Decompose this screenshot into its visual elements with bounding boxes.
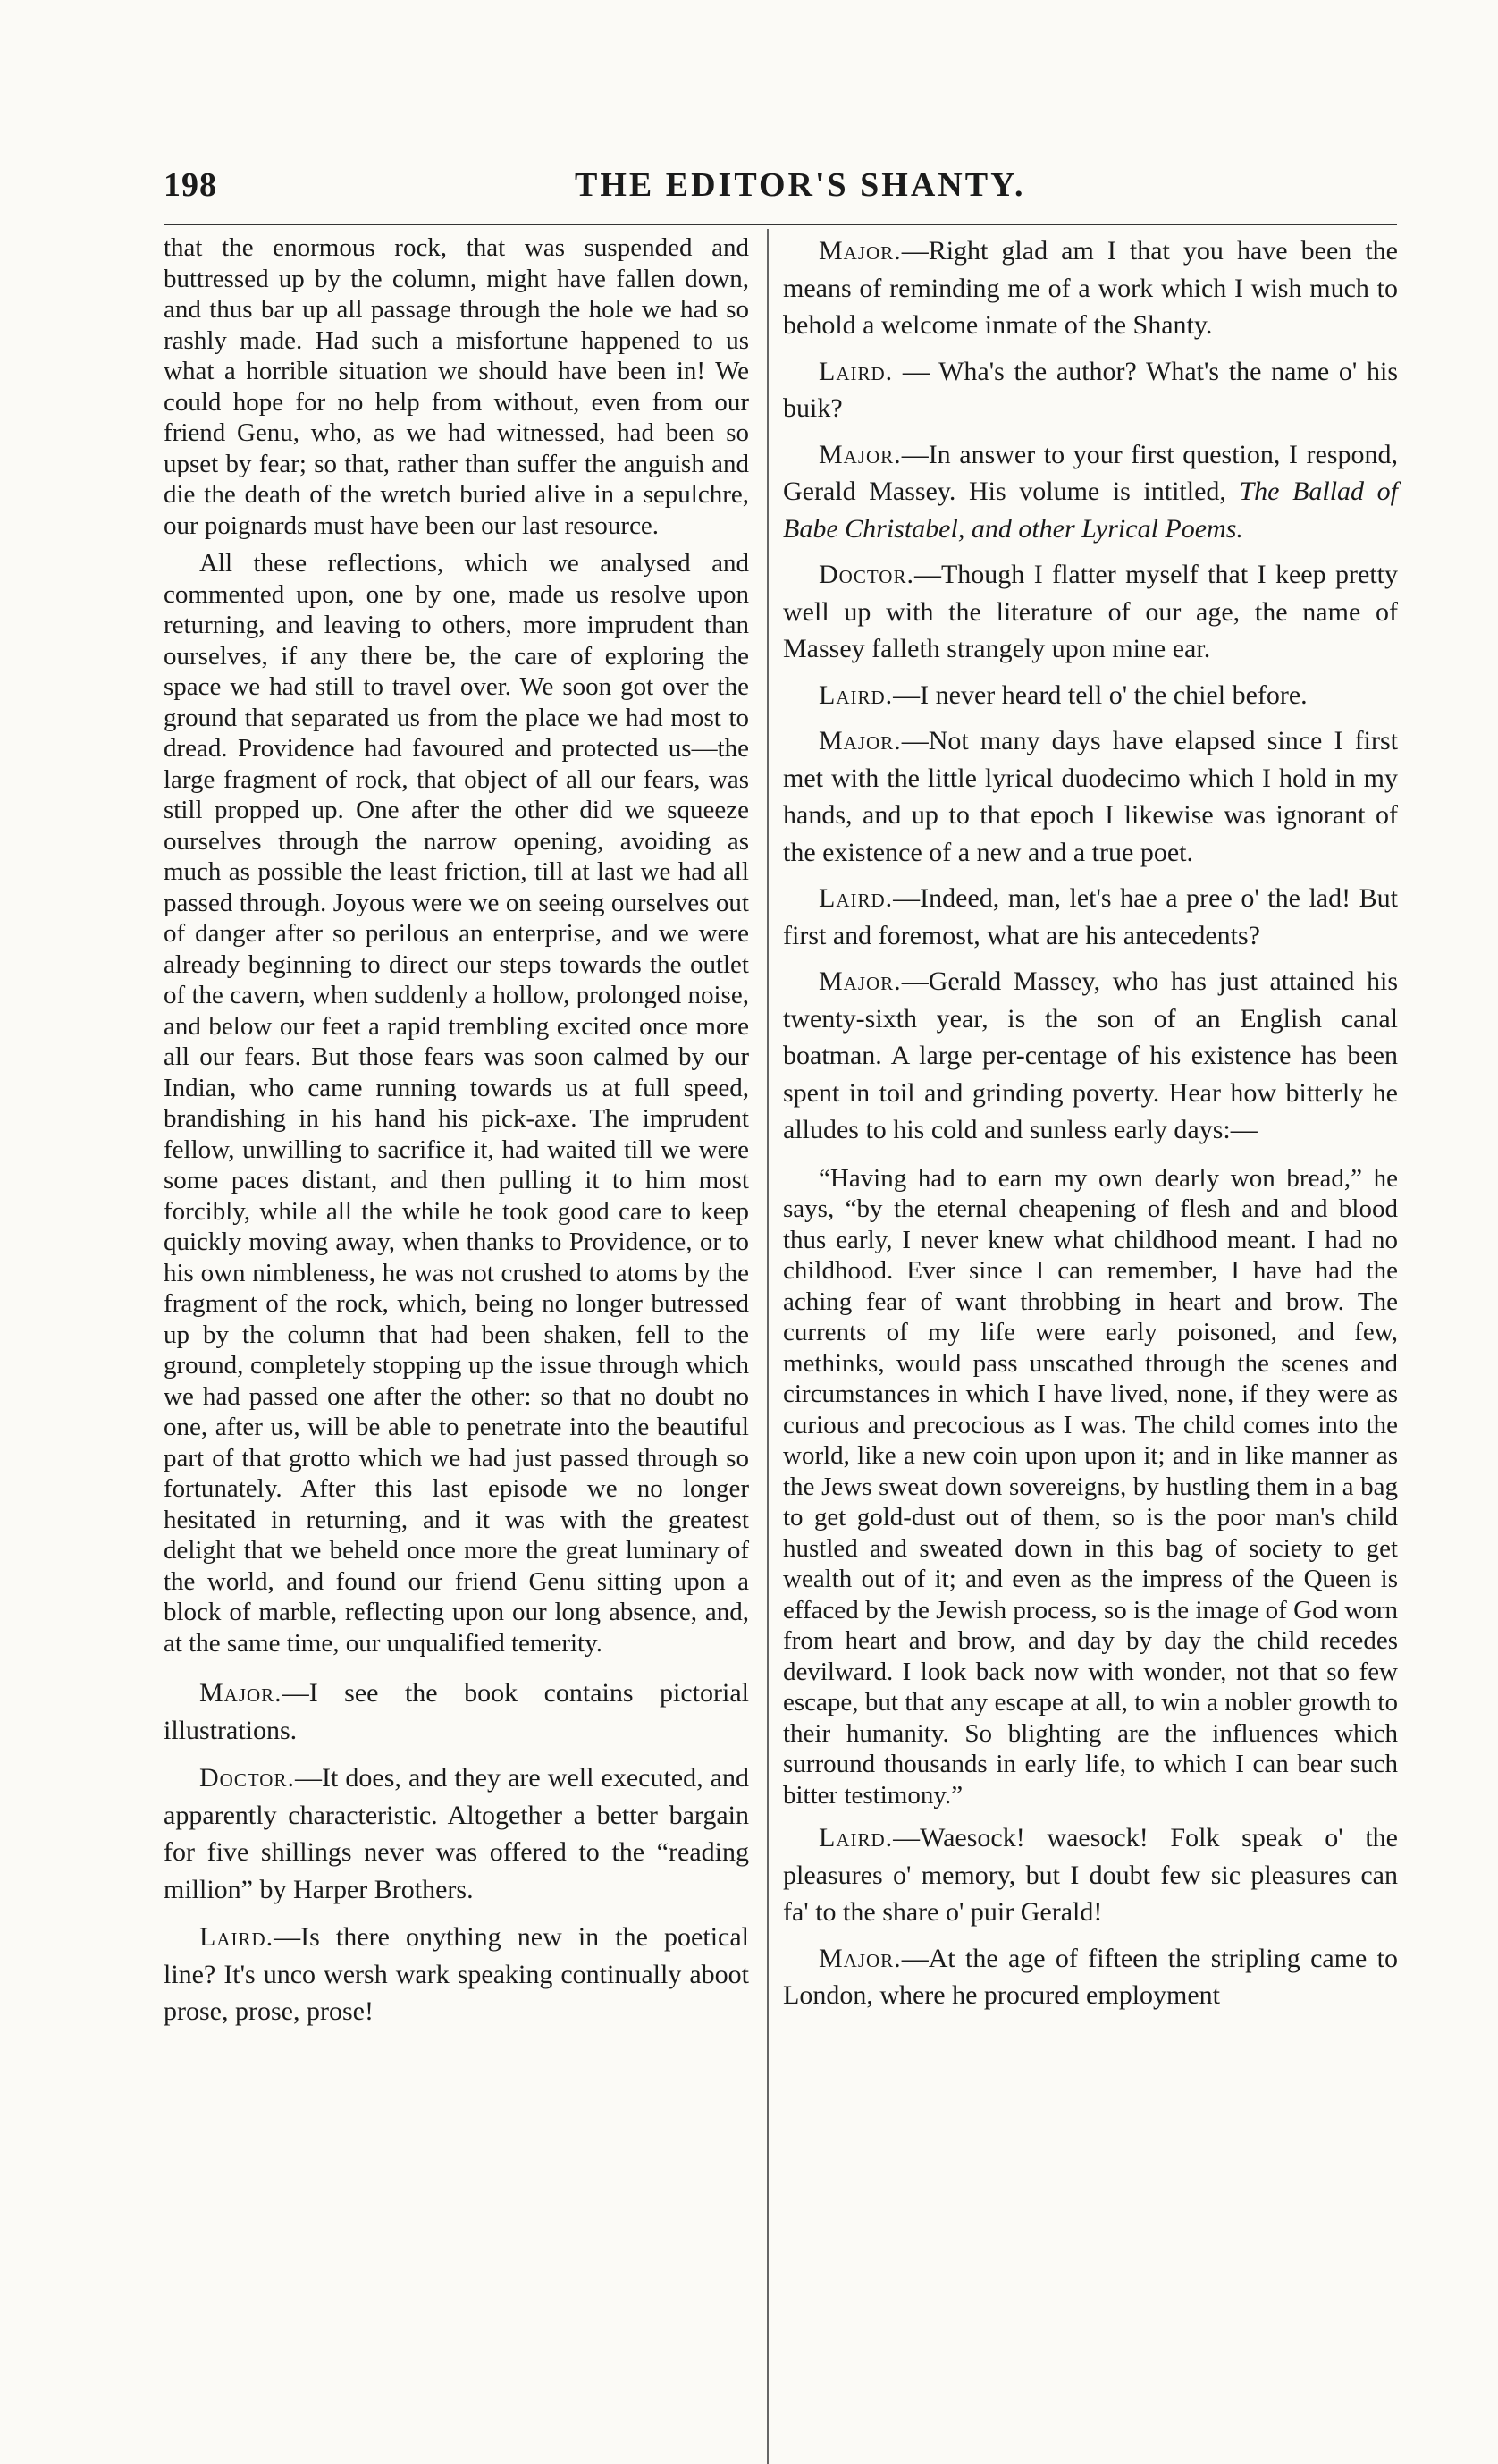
speech-text: —I see the book contains pictorial illustrations.	[164, 1678, 749, 1745]
dialogue-paragraph	[164, 1675, 749, 1749]
page-number: 198	[164, 166, 217, 204]
speaker-name: Laird.	[819, 883, 894, 913]
dialogue-paragraph	[783, 880, 1398, 954]
dialogue-paragraph	[783, 436, 1398, 548]
speech-text: —I never heard tell o' the chiel before.	[893, 679, 1308, 710]
speaker-name: Major.	[819, 1943, 902, 1973]
dialogue-paragraph	[783, 1940, 1398, 2014]
block-quote: “Having had to earn my own dearly won bread,” he says, “by the eternal cheapening of flesh and and blood thus early, I never knew what childhood meant. I had no childhood. Ever since I can remember, I have had the aching fear of want throbbing in heart and brow. The currents of my life were early poisoned, and few, methinks, would pass unscathed through the scenes and circumstances in which I have lived, none, if they were as curious and precocious as I was. The child comes into the world, like a new coin upon upon it; and in like manner as the Jews sweat down sovereigns, by hustling them in a bag to get gold-dust out of them, so is the poor man's child hustled and sweated down in this bag of society to get wealth out of it; and even as the impress of the Queen is effaced by the Jewish process, so is the image of God worn from heart and brow, and day by day the child recedes devilward. I look back now with wonder, not that so few escape, but that any escape at all, to win a nobler growth to their humanity. So blighting are the influences which surround thousands in early life, to which I can bear such bitter testimony.”	[783, 1163, 1398, 1810]
speech-text: —In answer to your first question, I respond, Gerald Massey. His volume is intitled,	[783, 439, 1398, 506]
paragraph: that the enormous rock, that was suspended and buttressed up by the column, might have fallen down, and thus bar up all passage through the hole we had so rashly made. Had such a misfortune happened to us what a horrible situation we should have been in! We could hope for no help from without, even from our friend Genu, who, as we had witnessed, had been so upset by fear; so that, rather than suffer the anguish and die the death of the wretch buried alive in a sepulchre, our poignards must have been our last resource.	[164, 233, 749, 540]
speech-text: — Wha's the author? What's the name o' his buik?	[783, 356, 1398, 423]
speaker-name: Major.	[819, 236, 902, 266]
dialogue-paragraph	[783, 677, 1398, 714]
speech-text: —It does, and they are well executed, and apparently characteristic. Altogether a better bargain for five shillings never was offered to the “reading million” by Harper Brothers.	[164, 1763, 749, 1904]
speech-text: —Indeed, man, let's hae a pree o' the lad! But first and foremost, what are his antecedents?	[783, 883, 1398, 950]
speech-text: —Right glad am I that you have been the means of reminding me of a work which I wish much to behold a welcome inmate of the Shanty.	[783, 236, 1398, 340]
page-header	[164, 165, 1397, 219]
speech-text: —At the age of fifteen the stripling came to London, where he procured employment	[783, 1943, 1398, 2010]
speech-text: —Waesock! waesock! Folk speak o' the pleasures o' memory, but I doubt few sic pleasures can fa' to the share o' puir Gerald!	[783, 1823, 1398, 1927]
speaker-name: Laird.	[819, 1823, 894, 1852]
speaker-name: Major.	[819, 726, 902, 755]
dialogue-paragraph	[783, 353, 1398, 427]
speaker-name: Major.	[819, 966, 902, 996]
speaker-name: Doctor.	[199, 1763, 295, 1793]
speaker-name: Doctor.	[819, 560, 914, 589]
speaker-name: Laird.	[819, 679, 894, 710]
dialogue-paragraph	[783, 1819, 1398, 1931]
speech-text: —Though I flatter myself that I keep pretty well up with the literature of our age, the name of Massey falleth strangely upon mine ear.	[783, 560, 1398, 663]
paragraph: All these reflections, which we analysed and commented upon, one by one, made us resolve upon returning, and leaving to others, more imprudent than ourselves, if any there be, the care of exploring the space we had still to travel over. We soon got over the ground that separated us from the place we had most to dread. Providence had favoured and protected us—the large fragment of rock, that object of all our fears, was still propped up. One after the other did we squeeze ourselves through the narrow opening, avoiding as much as possible the least friction, till at last we had all passed through. Joyous were we on seeing ourselves out of danger after so perilous an enterprise, and we were already beginning to direct our steps towards the outlet of the cavern, when suddenly a hollow, prolonged noise, and below our feet a rapid trembling excited once more all our fears. But those fears was soon calmed by our Indian, who came running towards us at full speed, brandishing in his hand his pick-axe. The imprudent fellow, unwilling to sacrifice it, had waited till we were some paces distant, and then pulling it to him most forcibly, while all the while he took good care to keep quickly moving away, when thanks to Providence, or to his own nimbleness, he was not crushed to atoms by the fragment of the rock, which, being no longer butressed up by the column that had been shaken, fell to the ground, completely stopping up the issue through which we had passed one after the other: so that no doubt no one, after us, will be able to penetrate into the beautiful part of that grotto which we had just passed through so fortunately. After this last episode we no longer hesitated in returning, and it was with the greatest delight that we beheld once more the great luminary of the world, and found our friend Genu sitting upon a block of marble, reflecting upon our long absence, and, at the same time, our unqualified temerity.	[164, 549, 749, 1658]
speaker-name: Major.	[819, 439, 902, 469]
speaker-name: Major.	[199, 1678, 282, 1708]
running-title: THE EDITOR'S SHANTY.	[575, 166, 1026, 204]
dialogue-paragraph	[164, 1919, 749, 2030]
speech-text: —Gerald Massey, who has just attained his twenty-sixth year, is the son of an English canal boatman. A large per-centage of his existence has been spent in toil and grinding poverty. Hear how bitterly he alludes to his cold and sunless early days:—	[783, 966, 1398, 1144]
speaker-name: Laird.	[199, 1922, 274, 1952]
dialogue-paragraph	[164, 1759, 749, 1908]
speaker-name: Laird.	[819, 356, 894, 386]
book-title: The Ballad of Babe Christabel, and other Lyrical Poems.	[783, 477, 1398, 544]
header-rule	[164, 224, 1397, 225]
column-divider	[767, 229, 769, 2464]
dialogue-paragraph	[783, 963, 1398, 1149]
speech-text: —Is there onything new in the poetical line? It's unco wersh wark speaking continually aboot prose, prose, prose!	[164, 1922, 749, 2026]
left-column	[164, 232, 749, 2030]
right-column	[783, 232, 1398, 2014]
dialogue-paragraph	[783, 556, 1398, 668]
speech-text: —Not many days have elapsed since I first met with the little lyrical duodecimo which I hold in my hands, and up to that epoch I likewise was ignorant of the existence of a new and a true poet.	[783, 726, 1398, 867]
dialogue-paragraph	[783, 232, 1398, 344]
dialogue-paragraph	[783, 722, 1398, 871]
